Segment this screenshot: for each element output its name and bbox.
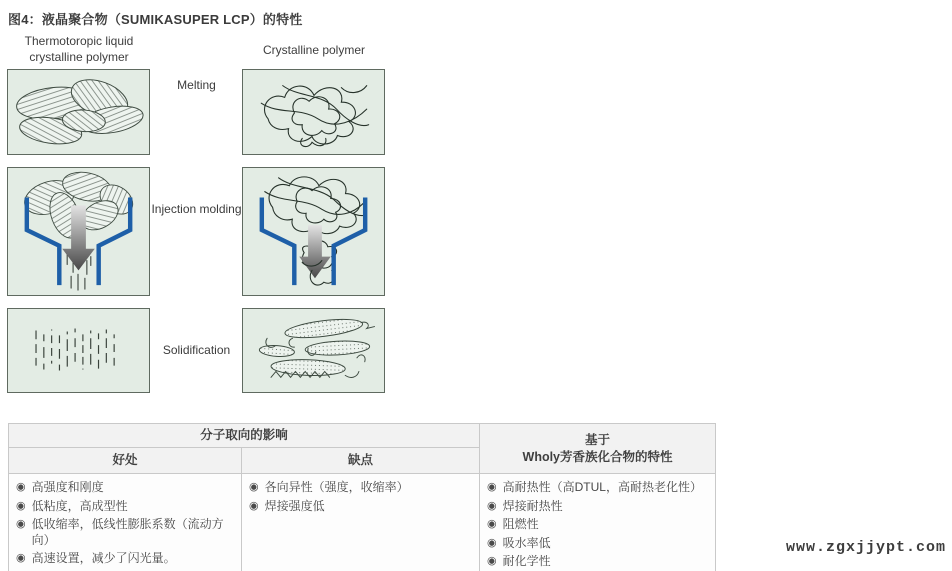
list-item-text: 阻燃性 — [502, 517, 539, 531]
list-item-text: 低粘度，高成型性 — [31, 498, 128, 513]
list-item — [249, 498, 471, 515]
drawbacks-cell — [242, 474, 480, 571]
table-header-wholly-line1: 基于 — [585, 432, 611, 447]
benefits-list — [16, 479, 233, 567]
stage-label-injection-molding: Injection molding — [151, 202, 242, 216]
column-header-lcp: Thermotoropic liquid crystalline polymer — [24, 34, 134, 64]
crystalline-injection-funnel-drawing — [243, 168, 384, 295]
bullet-icon: ◉ — [16, 499, 26, 512]
bullet-icon: ◉ — [249, 499, 259, 512]
diagram-box-lcp-solid — [7, 308, 150, 393]
table-header-wholly-line2: Wholy芳香族化合物的特性 — [522, 449, 673, 464]
table-header-orientation: 分子取向的影响 — [9, 424, 480, 448]
list-item-text: 焊接强度低 — [264, 498, 325, 513]
wholly-cell — [480, 474, 716, 571]
diagram-box-crystalline-melt — [242, 69, 385, 155]
random-coil-drawing — [243, 70, 384, 154]
list-item — [487, 498, 707, 515]
aligned-molecules-drawing — [8, 309, 149, 392]
bullet-icon: ◉ — [16, 552, 26, 565]
list-item — [16, 479, 233, 496]
table-header-wholly — [480, 424, 716, 474]
properties-table — [8, 423, 716, 571]
column-header-crystalline: Crystalline polymer — [262, 43, 366, 57]
list-item-text: 高速设置，减少了闪光量。 — [31, 551, 176, 566]
list-item — [487, 535, 707, 552]
list-item-text: 各向异性（强度，收缩率） — [264, 480, 409, 494]
diagram-box-crystalline-injection — [242, 167, 385, 296]
bullet-icon: ◉ — [487, 518, 497, 530]
list-item — [487, 553, 707, 570]
bullet-icon: ◉ — [16, 481, 26, 493]
list-item — [16, 516, 233, 548]
list-item — [16, 498, 233, 515]
bullet-icon: ◉ — [249, 481, 259, 493]
table-header-drawbacks: 缺点 — [242, 448, 480, 474]
list-item-text: 耐化学性 — [502, 554, 551, 568]
lamellar-spherulite-drawing — [243, 309, 384, 392]
list-item-text: 高耐热性（高DTUL，高耐热老化性） — [502, 480, 702, 494]
bullet-icon: ◉ — [487, 481, 497, 493]
list-item-text: 高强度和刚度 — [31, 480, 104, 494]
list-item — [487, 479, 707, 496]
wholly-list — [487, 479, 707, 570]
diagram-box-crystalline-solid — [242, 308, 385, 393]
bullet-icon: ◉ — [487, 555, 497, 567]
list-item — [487, 516, 707, 533]
benefits-cell — [9, 474, 242, 571]
list-item — [249, 479, 471, 496]
list-item-text: 焊接耐热性 — [502, 498, 563, 513]
figure-title: 图4：液晶聚合物（SUMIKASUPER LCP）的特性 — [8, 12, 303, 27]
table-header-benefits: 好处 — [9, 448, 242, 474]
watermark: www.zgxjjypt.com — [785, 539, 946, 556]
list-item-text: 低收缩率，低线性膨胀系数（流动方向） — [31, 517, 224, 548]
lcp-nematic-domains-drawing — [8, 70, 149, 154]
diagram-box-lcp-injection — [7, 167, 150, 296]
bullet-icon: ◉ — [487, 536, 497, 549]
stage-label-melting: Melting — [177, 78, 216, 92]
list-item-text: 吸水率低 — [502, 535, 551, 550]
drawbacks-list — [249, 479, 471, 514]
list-item — [16, 550, 233, 567]
diagram-box-lcp-melt — [7, 69, 150, 155]
bullet-icon: ◉ — [487, 499, 497, 512]
stage-label-solidification: Solidification — [162, 343, 231, 357]
bullet-icon: ◉ — [16, 518, 26, 530]
lcp-injection-funnel-drawing — [8, 168, 149, 295]
